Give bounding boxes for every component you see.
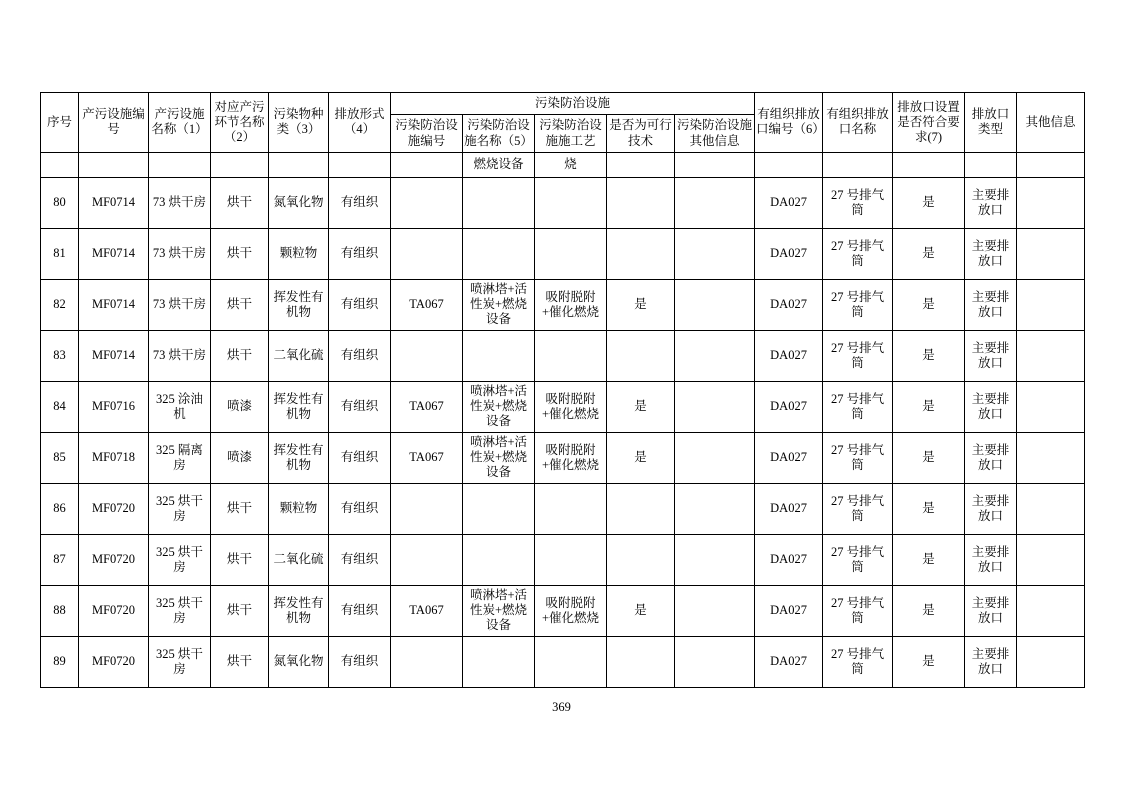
header-facility-code: 产污设施编号 [79, 93, 149, 153]
cell-outlet-type: 主要排放口 [965, 585, 1017, 636]
cell-control-process: 吸附脱附+催化燃烧 [535, 432, 607, 483]
cell-pollutant: 颗粒物 [269, 483, 329, 534]
cell-no: 83 [41, 330, 79, 381]
cell-outlet-type: 主要排放口 [965, 381, 1017, 432]
cell-control-name [463, 177, 535, 228]
cell-control-other [675, 152, 755, 177]
cell-facility-name: 325 涂油机 [149, 381, 211, 432]
cell-no: 84 [41, 381, 79, 432]
header-emission-form: 排放形式（4） [329, 93, 391, 153]
cell-control-name: 喷淋塔+活性炭+燃烧设备 [463, 381, 535, 432]
header-outlet-compliant: 排放口设置是否符合要求(7) [893, 93, 965, 153]
cell-facility-name: 73 烘干房 [149, 177, 211, 228]
cell-control-feasible [607, 483, 675, 534]
cell-no: 81 [41, 228, 79, 279]
cell-outlet-compliant: 是 [893, 585, 965, 636]
cell-facility-name: 325 烘干房 [149, 585, 211, 636]
cell-control-code: TA067 [391, 585, 463, 636]
cell-process-name: 烘干 [211, 177, 269, 228]
cell-outlet-code: DA027 [755, 585, 823, 636]
cell-other [1017, 381, 1085, 432]
cell-pollutant: 氮氧化物 [269, 636, 329, 687]
cell-control-process: 吸附脱附+催化燃烧 [535, 585, 607, 636]
cell-outlet-code [755, 152, 823, 177]
header-group-pollution-control: 污染防治设施 [391, 93, 755, 115]
cell-facility-code [79, 152, 149, 177]
cell-control-name: 燃烧设备 [463, 152, 535, 177]
cell-no: 87 [41, 534, 79, 585]
cell-pollutant [269, 152, 329, 177]
header-control-name: 污染防治设施名称（5） [463, 115, 535, 153]
header-other-info: 其他信息 [1017, 93, 1085, 153]
cell-control-feasible: 是 [607, 279, 675, 330]
cell-pollutant: 颗粒物 [269, 228, 329, 279]
cell-control-code [391, 636, 463, 687]
cell-outlet-code: DA027 [755, 228, 823, 279]
cell-outlet-type: 主要排放口 [965, 330, 1017, 381]
cell-outlet-type: 主要排放口 [965, 279, 1017, 330]
cell-outlet-name [823, 152, 893, 177]
cell-control-other [675, 228, 755, 279]
cell-control-other [675, 483, 755, 534]
cell-emission-form: 有组织 [329, 636, 391, 687]
cell-control-feasible [607, 534, 675, 585]
cell-outlet-code: DA027 [755, 483, 823, 534]
cell-no: 89 [41, 636, 79, 687]
cell-facility-name: 73 烘干房 [149, 330, 211, 381]
cell-outlet-compliant: 是 [893, 279, 965, 330]
cell-control-process: 烧 [535, 152, 607, 177]
cell-facility-code: MF0714 [79, 330, 149, 381]
table-row [41, 483, 1085, 534]
cell-facility-name: 325 隔离房 [149, 432, 211, 483]
cell-pollutant: 挥发性有机物 [269, 279, 329, 330]
cell-control-other [675, 330, 755, 381]
cell-control-process [535, 330, 607, 381]
cell-other [1017, 279, 1085, 330]
cell-emission-form: 有组织 [329, 534, 391, 585]
header-outlet-type: 排放口类型 [965, 93, 1017, 153]
table-body [41, 152, 1085, 687]
cell-process-name: 烘干 [211, 585, 269, 636]
cell-control-other [675, 585, 755, 636]
cell-facility-name [149, 152, 211, 177]
cell-other [1017, 534, 1085, 585]
cell-no: 85 [41, 432, 79, 483]
table-row [41, 636, 1085, 687]
cell-control-name [463, 636, 535, 687]
cell-other [1017, 177, 1085, 228]
cell-pollutant: 挥发性有机物 [269, 585, 329, 636]
cell-outlet-compliant: 是 [893, 228, 965, 279]
cell-other [1017, 330, 1085, 381]
cell-outlet-type: 主要排放口 [965, 534, 1017, 585]
cell-outlet-compliant: 是 [893, 483, 965, 534]
cell-control-code [391, 177, 463, 228]
cell-control-code: TA067 [391, 432, 463, 483]
cell-outlet-name: 27 号排气筒 [823, 381, 893, 432]
cell-outlet-name: 27 号排气筒 [823, 228, 893, 279]
cell-emission-form: 有组织 [329, 432, 391, 483]
cell-facility-code: MF0714 [79, 228, 149, 279]
cell-control-code [391, 152, 463, 177]
cell-no: 88 [41, 585, 79, 636]
cell-emission-form: 有组织 [329, 330, 391, 381]
cell-emission-form [329, 152, 391, 177]
emission-table-container [40, 92, 1084, 688]
cell-process-name: 烘干 [211, 636, 269, 687]
cell-outlet-compliant: 是 [893, 432, 965, 483]
cell-control-process [535, 534, 607, 585]
cell-control-name [463, 534, 535, 585]
cell-outlet-name: 27 号排气筒 [823, 177, 893, 228]
cell-control-other [675, 534, 755, 585]
cell-process-name: 喷漆 [211, 381, 269, 432]
cell-outlet-name: 27 号排气筒 [823, 534, 893, 585]
cell-control-feasible [607, 152, 675, 177]
cell-control-code: TA067 [391, 381, 463, 432]
cell-control-other [675, 381, 755, 432]
cell-facility-code: MF0720 [79, 636, 149, 687]
cell-control-process: 吸附脱附+催化燃烧 [535, 381, 607, 432]
header-no: 序号 [41, 93, 79, 153]
cell-pollutant: 挥发性有机物 [269, 381, 329, 432]
cell-facility-code: MF0720 [79, 534, 149, 585]
cell-emission-form: 有组织 [329, 585, 391, 636]
header-process-name: 对应产污环节名称（2） [211, 93, 269, 153]
cell-outlet-code: DA027 [755, 330, 823, 381]
cell-outlet-name: 27 号排气筒 [823, 330, 893, 381]
cell-no [41, 152, 79, 177]
cell-other [1017, 483, 1085, 534]
table-row [41, 381, 1085, 432]
table-row [41, 228, 1085, 279]
cell-no: 80 [41, 177, 79, 228]
cell-control-other [675, 279, 755, 330]
cell-facility-name: 325 烘干房 [149, 636, 211, 687]
cell-control-name: 喷淋塔+活性炭+燃烧设备 [463, 585, 535, 636]
cell-outlet-compliant: 是 [893, 330, 965, 381]
cell-other [1017, 152, 1085, 177]
cell-process-name: 烘干 [211, 279, 269, 330]
cell-control-code [391, 534, 463, 585]
cell-outlet-compliant: 是 [893, 381, 965, 432]
cell-control-code [391, 483, 463, 534]
cell-control-feasible [607, 330, 675, 381]
header-pollutant: 污染物种类（3） [269, 93, 329, 153]
table-row [41, 534, 1085, 585]
cell-emission-form: 有组织 [329, 381, 391, 432]
table-row [41, 330, 1085, 381]
cell-process-name: 烘干 [211, 534, 269, 585]
cell-facility-code: MF0720 [79, 585, 149, 636]
cell-outlet-name: 27 号排气筒 [823, 585, 893, 636]
header-control-code: 污染防治设施编号 [391, 115, 463, 153]
cell-outlet-code: DA027 [755, 177, 823, 228]
cell-control-process [535, 228, 607, 279]
cell-process-name: 烘干 [211, 330, 269, 381]
cell-facility-name: 73 烘干房 [149, 228, 211, 279]
cell-control-process [535, 636, 607, 687]
table-row [41, 279, 1085, 330]
cell-outlet-type [965, 152, 1017, 177]
cell-outlet-compliant: 是 [893, 636, 965, 687]
cell-pollutant: 二氧化硫 [269, 534, 329, 585]
cell-outlet-code: DA027 [755, 381, 823, 432]
cell-outlet-code: DA027 [755, 279, 823, 330]
cell-control-other [675, 177, 755, 228]
cell-control-other [675, 432, 755, 483]
cell-facility-code: MF0718 [79, 432, 149, 483]
cell-control-feasible [607, 228, 675, 279]
cell-emission-form: 有组织 [329, 177, 391, 228]
cell-pollutant: 挥发性有机物 [269, 432, 329, 483]
cell-process-name: 烘干 [211, 228, 269, 279]
cell-facility-code: MF0720 [79, 483, 149, 534]
cell-outlet-type: 主要排放口 [965, 483, 1017, 534]
cell-pollutant: 二氧化硫 [269, 330, 329, 381]
cell-control-other [675, 636, 755, 687]
cell-outlet-type: 主要排放口 [965, 177, 1017, 228]
cell-outlet-type: 主要排放口 [965, 228, 1017, 279]
cell-outlet-code: DA027 [755, 534, 823, 585]
cell-outlet-compliant [893, 152, 965, 177]
table-header-row-group [41, 93, 1085, 115]
cell-other [1017, 228, 1085, 279]
table-row-continuation [41, 152, 1085, 177]
page-number: 369 [552, 700, 571, 714]
cell-control-feasible: 是 [607, 432, 675, 483]
cell-emission-form: 有组织 [329, 279, 391, 330]
emission-table [40, 92, 1085, 688]
cell-outlet-name: 27 号排气筒 [823, 636, 893, 687]
cell-control-feasible: 是 [607, 381, 675, 432]
cell-control-name: 喷淋塔+活性炭+燃烧设备 [463, 279, 535, 330]
cell-control-code [391, 330, 463, 381]
cell-process-name [211, 152, 269, 177]
header-control-process: 污染防治设施施工艺 [535, 115, 607, 153]
table-header [41, 93, 1085, 153]
cell-facility-name: 73 烘干房 [149, 279, 211, 330]
header-outlet-code: 有组织排放口编号（6） [755, 93, 823, 153]
cell-control-code [391, 228, 463, 279]
cell-pollutant: 氮氧化物 [269, 177, 329, 228]
cell-outlet-name: 27 号排气筒 [823, 279, 893, 330]
cell-other [1017, 432, 1085, 483]
header-outlet-name: 有组织排放口名称 [823, 93, 893, 153]
cell-control-code: TA067 [391, 279, 463, 330]
cell-control-process [535, 177, 607, 228]
cell-facility-name: 325 烘干房 [149, 483, 211, 534]
cell-control-name [463, 483, 535, 534]
cell-outlet-name: 27 号排气筒 [823, 432, 893, 483]
cell-other [1017, 585, 1085, 636]
cell-control-name [463, 330, 535, 381]
cell-emission-form: 有组织 [329, 228, 391, 279]
cell-facility-name: 325 烘干房 [149, 534, 211, 585]
table-row [41, 585, 1085, 636]
cell-outlet-compliant: 是 [893, 534, 965, 585]
cell-facility-code: MF0714 [79, 177, 149, 228]
cell-control-feasible: 是 [607, 585, 675, 636]
header-control-other: 污染防治设施其他信息 [675, 115, 755, 153]
cell-process-name: 喷漆 [211, 432, 269, 483]
cell-outlet-code: DA027 [755, 432, 823, 483]
cell-outlet-name: 27 号排气筒 [823, 483, 893, 534]
cell-outlet-code: DA027 [755, 636, 823, 687]
cell-control-process: 吸附脱附+催化燃烧 [535, 279, 607, 330]
cell-control-name [463, 228, 535, 279]
cell-process-name: 烘干 [211, 483, 269, 534]
cell-outlet-compliant: 是 [893, 177, 965, 228]
cell-other [1017, 636, 1085, 687]
header-control-feasible: 是否为可行技术 [607, 115, 675, 153]
table-row [41, 432, 1085, 483]
header-facility-name: 产污设施名称（1） [149, 93, 211, 153]
cell-control-feasible [607, 636, 675, 687]
cell-control-name: 喷淋塔+活性炭+燃烧设备 [463, 432, 535, 483]
cell-emission-form: 有组织 [329, 483, 391, 534]
cell-control-feasible [607, 177, 675, 228]
cell-no: 86 [41, 483, 79, 534]
table-row [41, 177, 1085, 228]
cell-no: 82 [41, 279, 79, 330]
cell-facility-code: MF0716 [79, 381, 149, 432]
cell-control-process [535, 483, 607, 534]
cell-outlet-type: 主要排放口 [965, 432, 1017, 483]
cell-facility-code: MF0714 [79, 279, 149, 330]
cell-outlet-type: 主要排放口 [965, 636, 1017, 687]
